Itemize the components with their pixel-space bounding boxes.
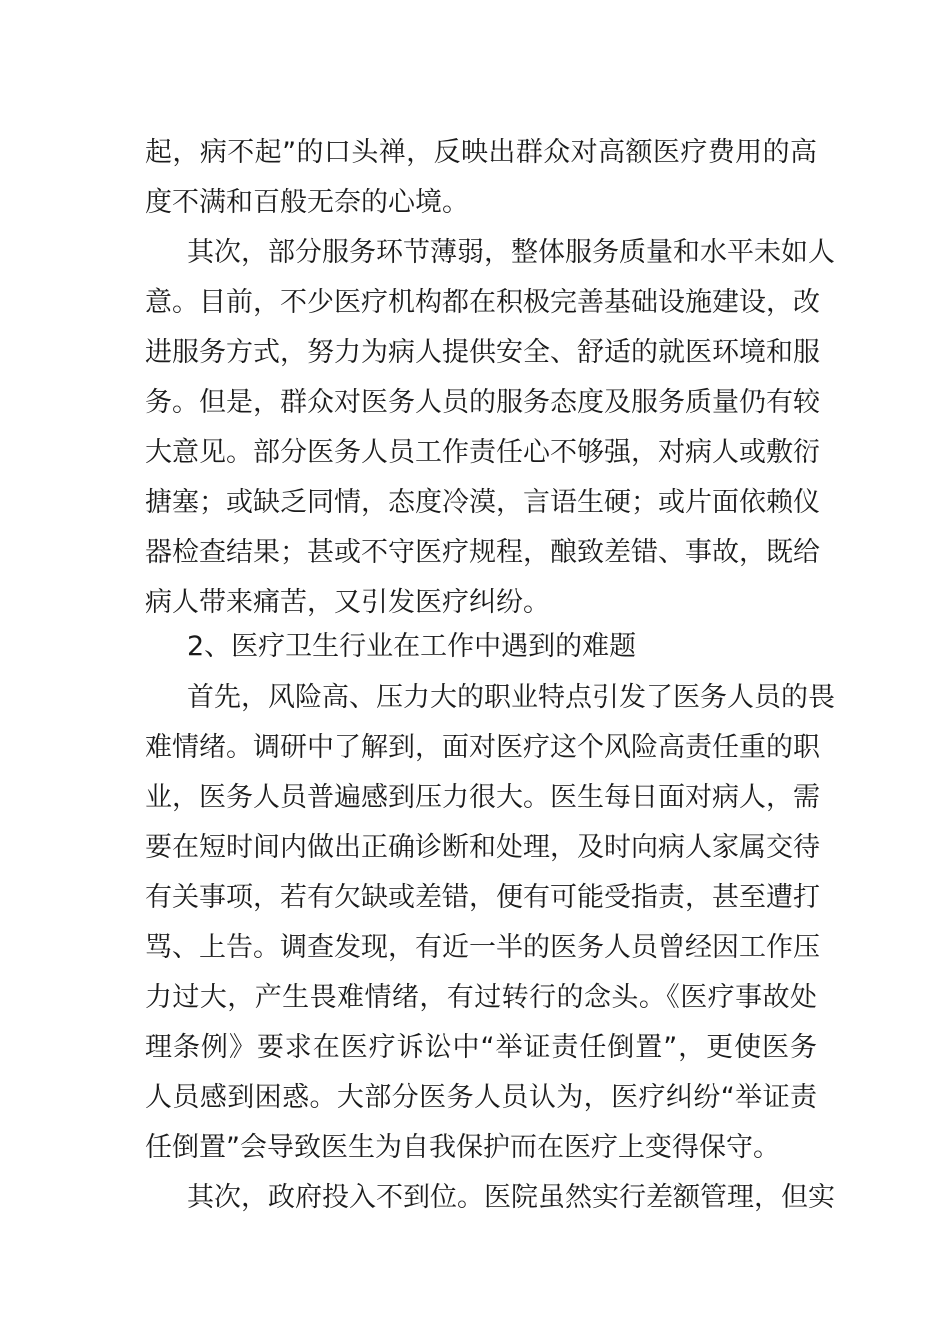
paragraph-start-line: 其次，部分服务环节薄弱，整体服务质量和水平未如人 [187,237,835,268]
paragraph-start-line: 首先，风险高、压力大的职业特点引发了医务人员的畏 [187,682,835,713]
text-line-20: 人员感到困惑。大部分医务人员认为，医疗纠纷“举证责 [145,1082,817,1113]
text-line-10: 病人带来痛苦，又引发医疗纠纷。 [145,587,550,618]
text-line-6: 务。但是，群众对医务人员的服务态度及服务质量仍有较 [145,387,820,418]
text-line-17: 骂、上告。调查发现，有近一半的医务人员曾经因工作压 [145,932,820,963]
text-line-9: 器检查结果；甚或不守医疗规程，酿致差错、事故，既给 [145,537,820,568]
text-line-8: 搪塞；或缺乏同情，态度冷漠，言语生硬；或片面依赖仪 [145,487,820,518]
text-line-19: 理条例》要求在医疗诉讼中“举证责任倒置”，更使医务 [145,1032,817,1063]
text-line-13: 难情绪。调研中了解到，面对医疗这个风险高责任重的职 [145,732,820,763]
text-line-18: 力过大，产生畏难情绪，有过转行的念头。《医疗事故处 [145,982,817,1013]
text-line-16: 有关事项，若有欠缺或差错，便有可能受指责，甚至遭打 [145,882,820,913]
paragraph-start-line: 其次，政府投入不到位。医院虽然实行差额管理，但实 [187,1182,835,1213]
text-line-14: 业，医务人员普遍感到压力很大。医生每日面对病人，需 [145,782,820,813]
text-line-5: 进服务方式，努力为病人提供安全、舒适的就医环境和服 [145,337,820,368]
section-heading: 2、医疗卫生行业在工作中遇到的难题 [187,631,637,662]
text-line-1: 起，病不起”的口头禅，反映出群众对高额医疗费用的高 [145,137,817,168]
text-line-21: 任倒置”会导致医生为自我保护而在医疗上变得保守。 [145,1132,780,1163]
text-line-2: 度不满和百般无奈的心境。 [145,187,469,218]
text-line-4: 意。目前，不少医疗机构都在积极完善基础设施建设，改 [145,287,820,318]
text-line-15: 要在短时间内做出正确诊断和处理，及时向病人家属交待 [145,832,820,863]
text-line-7: 大意见。部分医务人员工作责任心不够强，对病人或敷衍 [145,437,820,468]
